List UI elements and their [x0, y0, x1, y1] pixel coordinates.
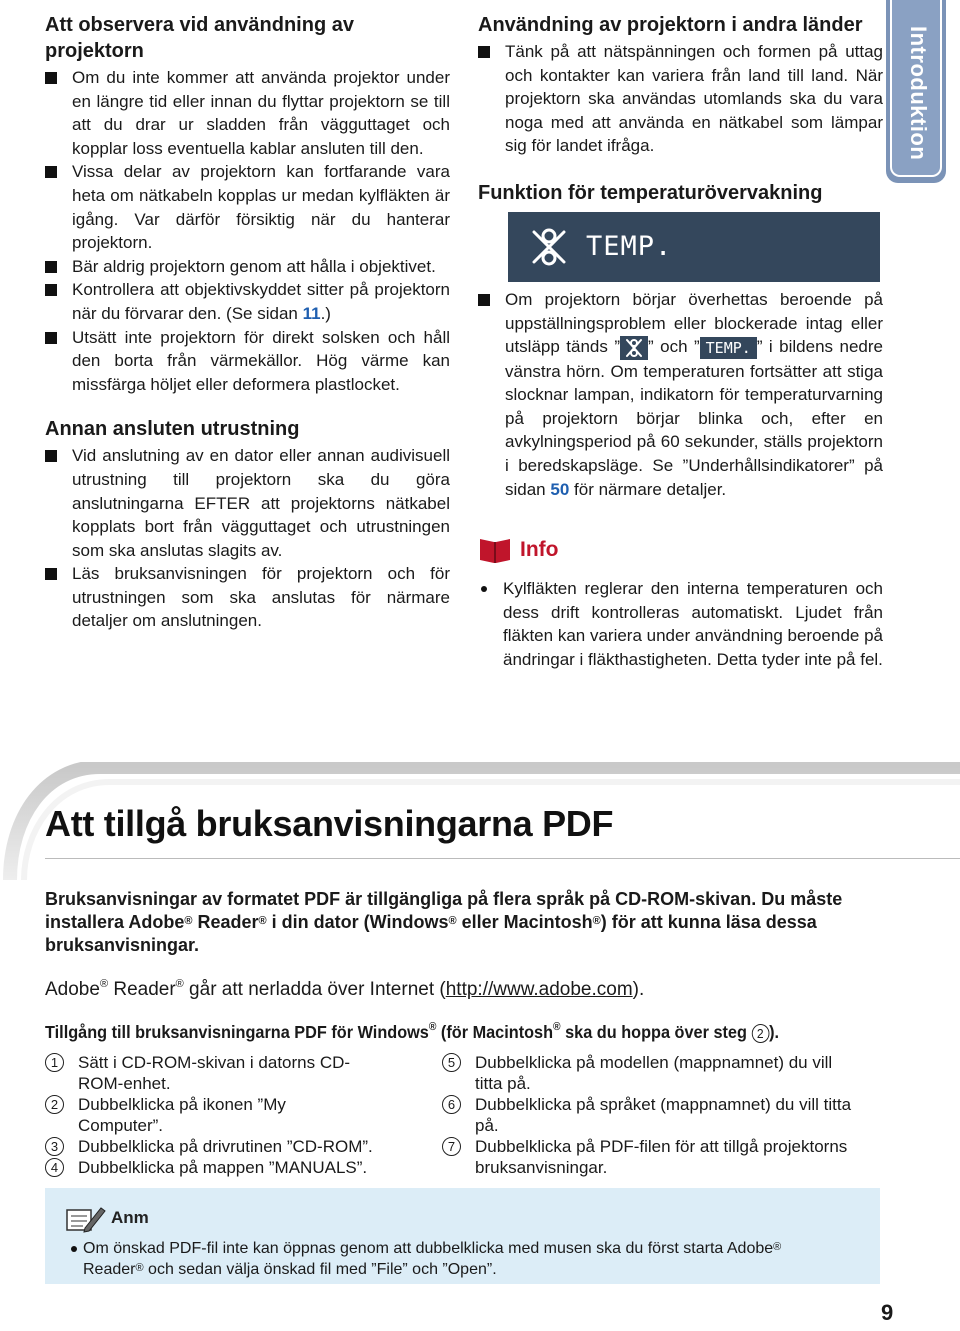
info-heading	[478, 535, 883, 565]
step-number-badge: 1	[45, 1053, 64, 1072]
intro-text: Bruksanvisningar av formatet PDF är tillgängliga på flera språk på CD-ROM-skivan. Du måste installera Adobe	[45, 889, 843, 932]
intro-text: eller Macintosh	[456, 912, 593, 932]
registered-mark: ®	[184, 915, 193, 927]
observe-list	[45, 66, 450, 396]
step-number-badge: 2	[45, 1095, 64, 1114]
list-item	[478, 40, 883, 158]
note-heading	[63, 1202, 149, 1234]
list-item-text: Utsätt inte projektorn för direkt solsken och håll den borta från värmekällor. Hög värme kan missfärga höljet eller deformera plastlocket.	[72, 327, 450, 394]
section-tab	[886, 0, 946, 183]
list-item	[45, 160, 450, 254]
note-label: Anm	[111, 1208, 149, 1227]
section-tab-inner	[890, 0, 942, 177]
list-item	[45, 66, 450, 160]
temperature-warning-icon	[620, 336, 648, 360]
temperature-list	[478, 288, 883, 501]
temp-warning-display	[508, 212, 880, 282]
step-text: Dubbelklicka på modellen (mappnamnet) du vill titta på.	[475, 1053, 833, 1093]
square-bullet-icon	[45, 72, 57, 84]
heading-observe: Att observera vid användning av projektorn	[45, 14, 354, 62]
divider	[45, 858, 960, 859]
round-bullet-icon	[71, 1246, 77, 1252]
adobe-download-line	[45, 979, 644, 1001]
step-text: Dubbelklicka på drivrutinen ”CD-ROM”.	[78, 1137, 373, 1156]
step-number-badge: 6	[442, 1095, 461, 1114]
step-number-badge: 3	[45, 1137, 64, 1156]
temp-inline-label: TEMP.	[700, 337, 757, 359]
list-item-text: Läs bruksanvisningen för projektorn och för utrustningen som ska anslutas för närmare detaljer om anslutningen.	[72, 564, 450, 631]
section-tab-label: Introduktion	[906, 26, 931, 161]
list-item-text: ” i bildens nedre vänstra hörn. Om temperaturen fortsätter att stiga slocknar lampan, indikatorn för temperaturvarning på projektorn börjar blinka och, efter en avkylningsperiod på 60 sekunder, ställs projektorn i beredskapsläge. Se ”Underhållsindikatorer” på sidan	[505, 337, 883, 499]
pencil-note-icon	[63, 1202, 107, 1234]
list-item	[478, 288, 883, 501]
win-text: Tillgång till bruksanvisningarna PDF för Windows	[45, 1022, 429, 1042]
step-text: Sätt i CD-ROM-skivan i datorns CD-ROM-enhet.	[78, 1053, 351, 1093]
list-item-text: Vid anslutning av en dator eller annan audivisuell utrustning till projektorn ska du göra anslutningarna EFTER att projektorns nätkabel kopplats bort från vägguttaget och utrustningen som ska anslutas slagits av.	[72, 446, 450, 560]
windows-access-heading	[45, 1022, 854, 1043]
temp-label: TEMP.	[586, 231, 673, 263]
steps-left	[45, 1052, 375, 1178]
list-item-text: Bär aldrig projektorn genom att hålla i objektivet.	[72, 256, 436, 276]
win-text: ska du hoppa över steg	[560, 1022, 752, 1042]
step-item	[45, 1094, 375, 1136]
list-item-text: Om du inte kommer att använda projektor under en längre tid eller innan du flyttar projektorn se till att du drar ur sladden från vägguttaget och kopplar loss eventuella kablar ansluten till den.	[72, 68, 450, 158]
note-text	[71, 1238, 871, 1280]
list-item-text: Om projektorn börjar överhettas beroende på uppställningsproblem eller blockerade intag eller utsläpp tänds ”	[505, 289, 883, 357]
step-item	[45, 1052, 375, 1094]
info-label: Info	[520, 538, 559, 562]
registered-mark: ®	[175, 978, 184, 990]
win-text: (för Macintosh	[436, 1022, 554, 1042]
heading-temperature: Funktion för temperaturövervakning	[478, 181, 823, 204]
list-item	[45, 278, 450, 325]
round-bullet-icon	[481, 586, 487, 592]
step-item	[442, 1052, 862, 1094]
square-bullet-icon	[45, 166, 57, 178]
list-item-text: Kylfläkten reglerar den interna temperaturen och dess drift kontrolleras automatiskt. Ljudet från fläkten kan variera under användning beroende på ändringar i fläkthastigheten. Detta tyder inte på fel.	[503, 579, 883, 670]
heading-other-countries: Användning av projektorn i andra länder	[478, 14, 863, 36]
intro-text: i din dator (Windows	[266, 912, 449, 932]
step-number-badge: 7	[442, 1137, 461, 1156]
square-bullet-icon	[478, 294, 490, 306]
step-number-badge: 5	[442, 1053, 461, 1072]
step-item	[442, 1136, 862, 1178]
win-text: ).	[769, 1022, 780, 1042]
square-bullet-icon	[45, 284, 57, 296]
pdf-intro	[45, 888, 905, 957]
step-item	[45, 1136, 375, 1157]
registered-mark: ®	[99, 978, 109, 990]
right-column	[478, 12, 883, 672]
step-text: Dubbelklicka på PDF-filen för att tillgå projektorns bruksanvisningar.	[475, 1137, 848, 1177]
intro-text: Reader	[192, 912, 259, 932]
adobe-text: går att nerladda över Internet (	[183, 979, 446, 1000]
square-bullet-icon	[45, 568, 57, 580]
registered-mark: ®	[135, 1262, 144, 1274]
step-number-badge: 4	[45, 1158, 64, 1177]
info-list	[478, 577, 883, 671]
countries-list	[478, 40, 883, 158]
note-text-part: Reader	[83, 1261, 136, 1278]
step-text: Dubbelklicka på språket (mappnamnet) du vill titta på.	[475, 1095, 852, 1135]
square-bullet-icon	[45, 261, 57, 273]
step-text: Dubbelklicka på mappen ”MANUALS”.	[78, 1158, 368, 1177]
registered-mark: ®	[448, 915, 457, 927]
list-item-text: för närmare detaljer.	[569, 479, 727, 499]
registered-mark: ®	[428, 1021, 437, 1033]
square-bullet-icon	[45, 332, 57, 344]
note-text-part: och sedan välja önskad fil med ”File” och ”Open”.	[143, 1261, 497, 1278]
square-bullet-icon	[45, 450, 57, 462]
page-link[interactable]: 50	[550, 479, 570, 499]
intro-text: ) för att kunna läsa dessa bruksanvisningar.	[45, 912, 817, 955]
list-item	[478, 577, 883, 671]
heading-other-equipment: Annan ansluten utrustning	[45, 418, 300, 441]
list-item-text: Tänk på att nätspänningen och formen på uttag och kontakter kan variera från land till land. När projektorn ska användas utomlands ska du vara noga med att använda en nätkabel som lämpar sig för landet ifråga.	[505, 42, 883, 156]
equipment-list	[45, 444, 450, 633]
list-item	[45, 562, 450, 633]
registered-mark: ®	[592, 915, 601, 927]
step-text: Dubbelklicka på ikonen ”My Computer”.	[78, 1095, 286, 1135]
square-bullet-icon	[478, 46, 490, 58]
page-link[interactable]: 11	[302, 303, 321, 323]
temperature-warning-icon	[526, 224, 572, 270]
list-item-text: Vissa delar av projektorn kan fortfarande vara heta om nätkabeln kopplas ur medan kylfläkten är igång. Var därför försiktig när du hanterar projektorn.	[72, 162, 450, 253]
page-number: 9	[881, 1300, 894, 1325]
pdf-title: Att tillgå bruksanvisningarna PDF	[45, 803, 614, 844]
book-icon	[478, 535, 512, 565]
list-item-text-end: .)	[320, 303, 331, 323]
registered-mark: ®	[553, 1021, 561, 1033]
list-item	[45, 444, 450, 562]
temperature-warning-glyph	[620, 336, 648, 360]
list-item	[45, 326, 450, 397]
adobe-text: Reader	[108, 979, 176, 1000]
note-text-part: Om önskad PDF-fil inte kan öppnas genom att dubbelklicka med musen ska du först starta Adobe	[83, 1240, 774, 1257]
step-item	[45, 1157, 375, 1178]
list-item-text: Kontrollera att objektivskyddet sitter på projektorn när du förvarar den. (Se sidan	[72, 280, 450, 323]
step-number-badge: 2	[751, 1024, 769, 1043]
adobe-text: ).	[632, 979, 645, 1000]
adobe-text: Adobe	[45, 979, 100, 1000]
registered-mark: ®	[258, 915, 267, 927]
registered-mark: ®	[773, 1241, 782, 1253]
adobe-url-link[interactable]: http://www.adobe.com	[445, 979, 633, 1000]
note-box	[45, 1188, 880, 1284]
list-item	[45, 255, 450, 279]
step-item	[442, 1094, 862, 1136]
list-item-text: ” och ”	[648, 337, 700, 357]
steps-right	[442, 1052, 862, 1178]
left-column	[45, 12, 450, 633]
